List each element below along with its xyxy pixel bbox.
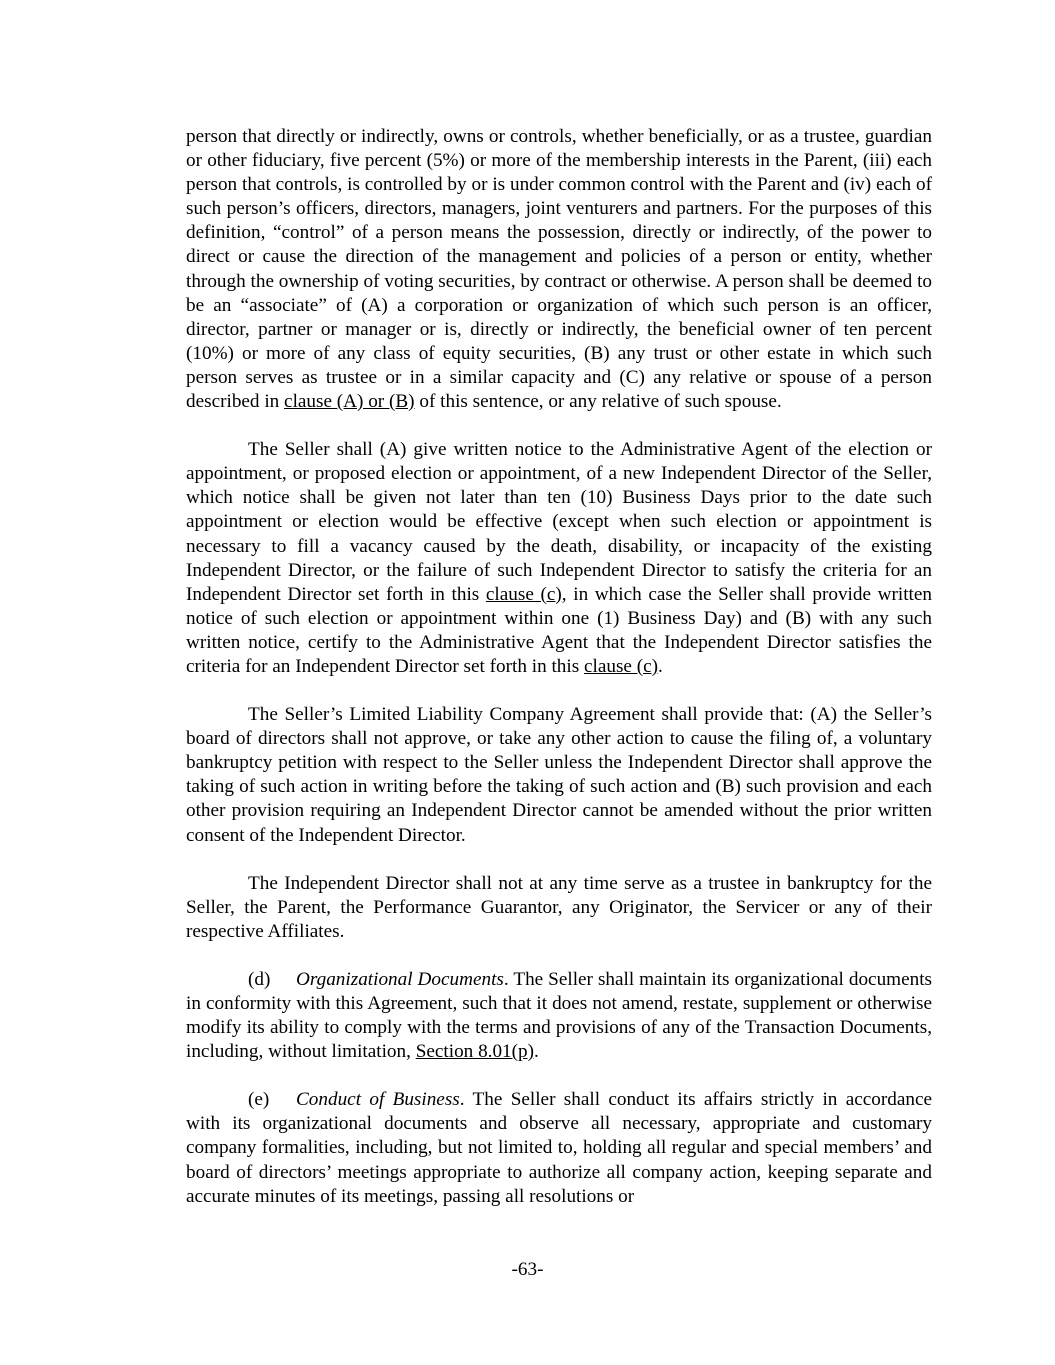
section-e-conduct-of-business — [186, 1088, 932, 1208]
section-heading-punct: . — [503, 968, 509, 990]
paragraph-text: . — [534, 1041, 539, 1063]
section-marker: (e) — [248, 1089, 270, 1111]
paragraph-text: of this sentence, or any relative of such spouse. — [414, 391, 782, 413]
paragraph-independent-director-notice — [186, 438, 932, 679]
section-heading: Conduct of Business — [296, 1089, 460, 1111]
paragraph-text: person that directly or indirectly, owns or controls, whether beneficially, or as a trustee, guardian or other fiduciary, five percent (5%) or more of the membership interests in the Parent, (iii) each person that controls, is controlled by or is under common control with the Parent and (iv) each of such person’s officers, directors, managers, joint venturers and partners. For the purposes of this definition, “control” of a person means the possession, directly or indirectly, of the power to direct or cause the direction of the management and policies of a person or entity, whether through the ownership of voting securities, by contract or otherwise. A person shall be deemed to be an “associate” of (A) a corporation or organization of which such person is an officer, director, partner or manager or is, directly or indirectly, the beneficial owner of ten percent (10%) or more of any class of equity securities, (B) any trust or other estate in which such person serves as trustee or in a similar capacity and (C) any relative or spouse of a person described in — [186, 126, 932, 413]
section-reference: Section 8.01(p) — [415, 1041, 535, 1063]
paragraph-associate-definition — [186, 125, 932, 414]
document-body — [186, 125, 932, 1233]
paragraph-llc-agreement — [186, 703, 932, 848]
clause-reference: clause (A) or (B) — [284, 391, 415, 413]
paragraph-text: The Independent Director shall not at any time serve as a trustee in bankruptcy for the Seller, the Parent, the Performance Guarantor, any Originator, the Servicer or any of their respective Affiliates. — [186, 872, 932, 942]
clause-reference: clause (c) — [485, 583, 562, 605]
paragraph-text: . — [658, 655, 663, 677]
section-heading: Organizational Documents — [296, 968, 504, 990]
paragraph-text: , in which case the Seller shall provide written notice of such election or appointment within one (1) Business Day) and (B) with any such written notice, certify to the Administrative Agent that the Independent Director satisfies the criteria for an Independent Director set forth in this — [186, 583, 932, 677]
page-number: -63- — [511, 1259, 544, 1280]
paragraph-text: The Seller shall conduct its affairs strictly in accordance with its organizational documents and observe all necessary, appropriate and customary company formalities, including, but not limited to, holding all regular and special members’ and board of directors’ meetings appropriate to authorize all company action, keeping separate and accurate minutes of its meetings, passing all resolutions or — [186, 1089, 932, 1207]
paragraph-text: The Seller’s Limited Liability Company Agreement shall provide that: (A) the Seller’s board of directors shall not approve, or take any other action to cause the filing of, a voluntary bankruptcy petition with respect to the Seller unless the Independent Director shall approve the taking of such action in writing before the taking of such action and (B) such provision and each other provision requiring an Independent Director cannot be amended without the prior written consent of the Independent Director. — [186, 704, 932, 846]
paragraph-trustee-restriction — [186, 872, 932, 944]
section-d-organizational-documents — [186, 968, 932, 1064]
paragraph-text: The Seller shall maintain its organizational documents in conformity with this Agreement, such that it does not amend, restate, supplement or otherwise modify its ability to comply with the terms and provisions of any of the Transaction Documents, including, without limitation, — [186, 968, 932, 1063]
section-heading-punct: . — [459, 1089, 465, 1111]
clause-reference: clause (c) — [584, 655, 659, 677]
paragraph-text: The Seller shall (A) give written notice to the Administrative Agent of the election or appointment, or proposed election or appointment, of a new Independent Director of the Seller, which notice shall be given not later than ten (10) Business Days prior to the date such appointment or election would be effective (except when such election or appointment is necessary to fill a vacancy caused by the death, disability, or incapacity of the existing Independent Director, or the failure of such Independent Director to satisfy the criteria for an Independent Director set forth in this — [186, 439, 932, 605]
section-marker: (d) — [248, 968, 271, 990]
